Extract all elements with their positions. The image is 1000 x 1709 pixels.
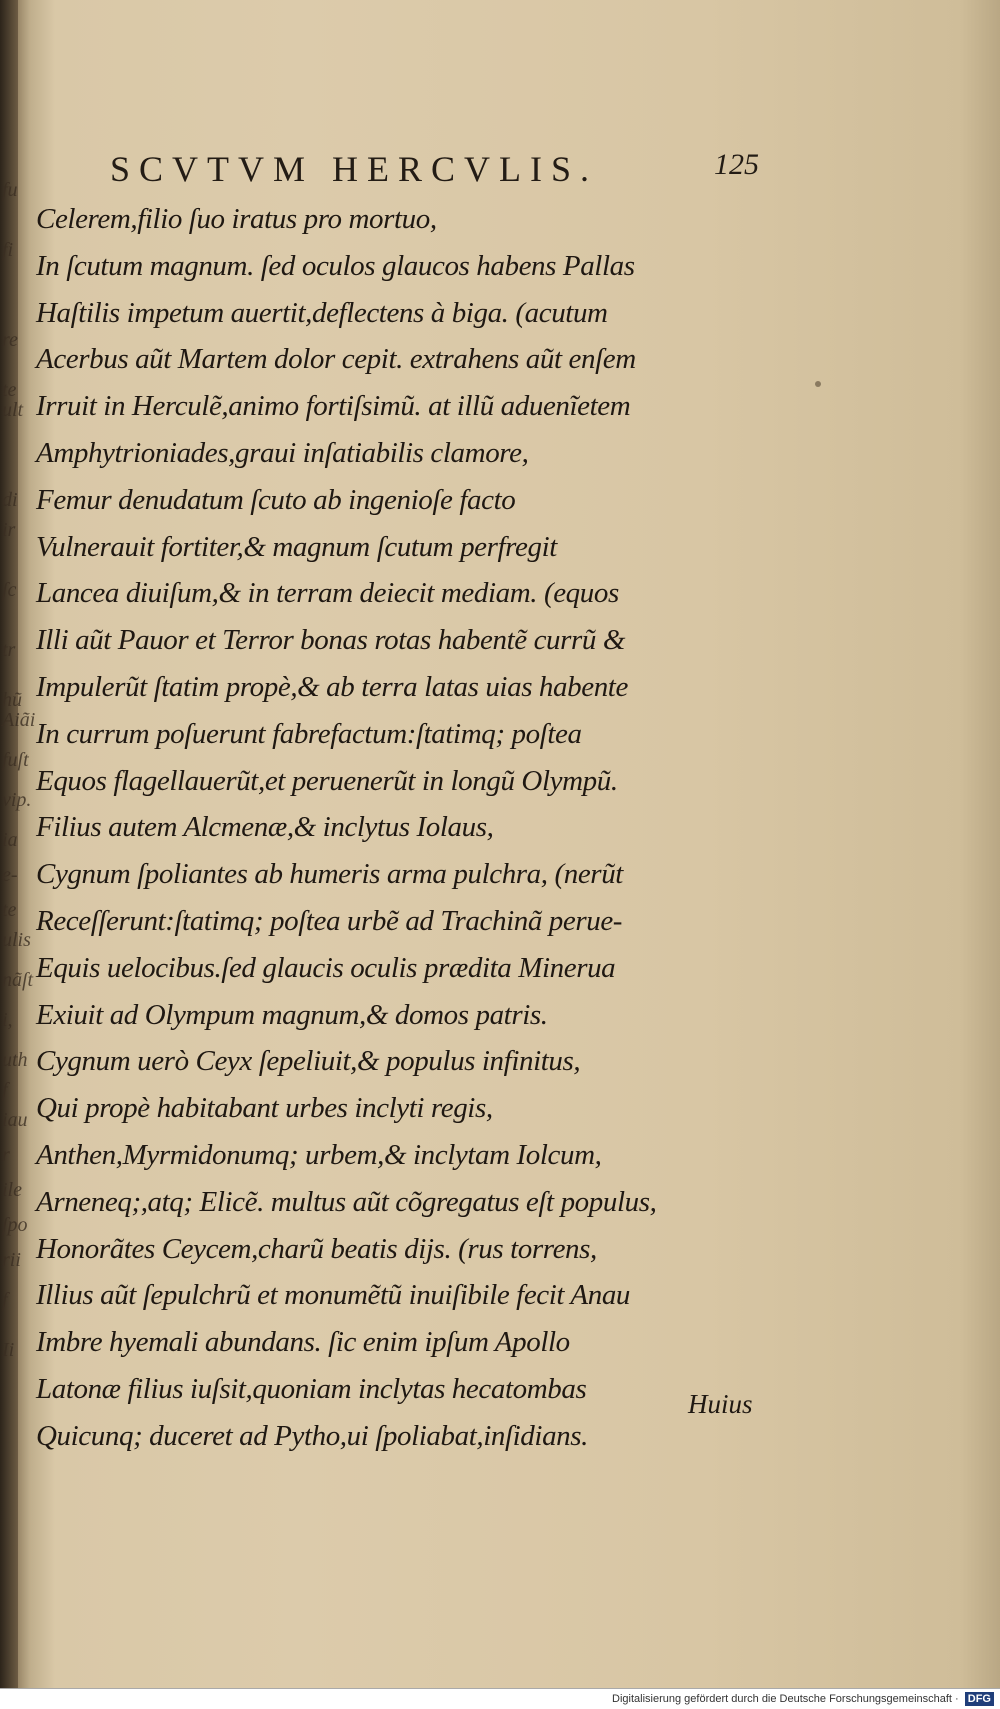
ink-spot — [815, 381, 821, 387]
verse-line: Latonæ filius iuſsit,quoniam inclytas hecatombas — [36, 1372, 587, 1405]
verse-line: Cygnum ſpoliantes ab humeris arma pulchra, (nerũt — [36, 858, 623, 891]
margin-fragment: uth — [2, 1049, 28, 1071]
margin-fragment: nãſt — [2, 969, 34, 991]
margin-fragment: re — [2, 329, 18, 351]
verse-line: Receſſerunt:ſtatimq; poſtea urbẽ ad Trachinã perue- — [36, 904, 623, 937]
margin-fragment: te — [2, 379, 17, 401]
margin-fragment: hũ — [2, 689, 22, 711]
verse-text — [36, 196, 796, 1460]
margin-fragment: ſpo — [2, 1214, 28, 1236]
margin-fragment: fu — [2, 179, 18, 201]
verse-line: Qui propè habitabant urbes inclyti regis, — [36, 1092, 493, 1125]
margin-fragment: te — [2, 899, 17, 921]
verse-line: Illi aũt Pauor et Terror bonas rotas habentẽ currũ & — [36, 624, 626, 657]
verse-line: In ſcutum magnum. ſed oculos glaucos habens Pallas — [36, 249, 635, 282]
verse-line: Quicunq; duceret ad Pytho,ui ſpoliabat,inſidians. — [36, 1419, 589, 1452]
margin-fragment: i, — [2, 1009, 13, 1031]
verse-line: Filius autem Alcmenæ,& inclytus Iolaus, — [36, 811, 494, 844]
verse-line: Haſtilis impetum auertit,deflectens à biga. (acutum — [36, 296, 608, 329]
digitization-footer: Digitalisierung gefördert durch die Deutsche Forschungsgemeinschaft · DFG — [0, 1688, 1000, 1709]
verse-line: Femur denudatum ſcuto ab ingenioſe facto — [36, 483, 516, 516]
margin-fragment: vip. — [2, 789, 32, 811]
verse-line: Vulnerauit fortiter,& magnum ſcutum perfregit — [36, 530, 557, 563]
footer-text: Digitalisierung gefördert durch die Deutsche Forschungsgemeinschaft — [612, 1693, 952, 1705]
verse-line: Lancea diuiſum,& in terram deiecit mediam. (equos — [36, 577, 619, 610]
verse-line: Arneneq;,atq; Elicẽ. multus aũt cõgregatus eſt populus, — [36, 1185, 657, 1218]
verse-line: Impulerũt ſtatim propè,& ab terra latas uias habente — [36, 670, 628, 703]
margin-fragment: tr — [2, 639, 16, 661]
verse-line: Cygnum uerò Ceyx ſepeliuit,& populus infinitus, — [36, 1045, 581, 1078]
verse-line: Illius aũt ſepulchrũ et monumẽtũ inuiſibile fecit Anau — [36, 1279, 631, 1312]
margin-fragment: ult — [2, 399, 24, 421]
verse-line: Anthen,Myrmidonumq; urbem,& inclytam Iolcum, — [36, 1138, 602, 1171]
margin-fragment: ia — [2, 829, 18, 851]
verse-line: Exiuit ad Olympum magnum,& domos patris. — [36, 998, 548, 1031]
margin-fragment: f — [2, 1079, 8, 1101]
verse-line: Equos flagellauerũt,et peruenerũt in longũ Olympũ. — [36, 764, 618, 797]
margin-fragment: ile — [2, 1179, 22, 1201]
margin-fragment: e- — [2, 864, 18, 886]
margin-fragment: f — [2, 1289, 8, 1311]
margin-fragment: ir — [2, 519, 16, 541]
margin-fragment: Ii — [2, 1339, 15, 1361]
margin-fragment: fuſt — [2, 749, 29, 771]
running-head: SCVTVM HERCVLIS. — [110, 149, 599, 189]
verse-line: In currum poſuerunt fabrefactum:ſtatimq; poſtea — [36, 717, 582, 750]
verse-line: Imbre hyemali abundans. ſic enim ipſum Apollo — [36, 1326, 570, 1359]
margin-fragment: ſc — [2, 579, 17, 601]
page-number: 125 — [714, 148, 759, 181]
margin-fragment: rii — [2, 1249, 21, 1271]
margin-fragment: iau — [2, 1109, 28, 1131]
verse-line: Acerbus aũt Martem dolor cepit. extrahens aũt enſem — [36, 343, 636, 376]
verse-line: Celerem,filio ſuo iratus pro mortuo, — [36, 203, 437, 235]
margin-fragment: fi — [2, 239, 14, 261]
verse-line: Equis uelocibus.ſed glaucis oculis prædita Minerua — [36, 951, 616, 984]
verse-line: Amphytrioniades,graui inſatiabilis clamore, — [36, 436, 529, 469]
margin-fragment: di — [2, 489, 18, 511]
margin-fragment: Aiãi — [2, 709, 36, 731]
verse-line: Honorãtes Ceycem,charũ beatis dijs. (rus torrens, — [36, 1232, 597, 1265]
margin-fragment: ulis — [2, 929, 31, 951]
catchword: Huius — [688, 1389, 753, 1419]
verse-line: Irruit in Herculẽ,animo fortiſsimũ. at illũ aduenĩetem — [36, 390, 631, 423]
dfg-logo-icon: DFG — [965, 1692, 994, 1706]
margin-fragment: r — [2, 1144, 10, 1166]
